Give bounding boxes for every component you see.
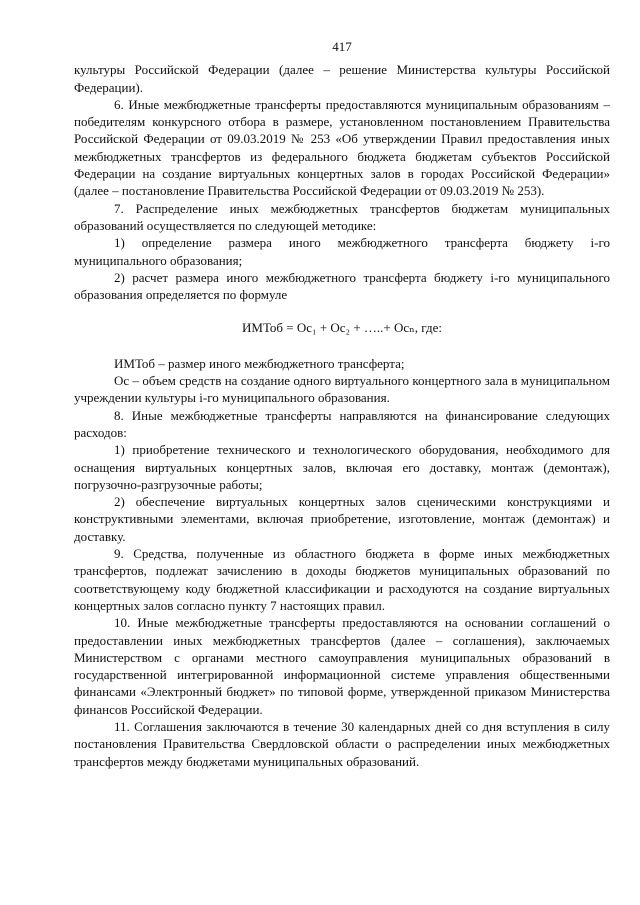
paragraph-item-7: 7. Распределение иных межбюджетных трансфертов бюджетам муниципальных образований осуществляется по следующей методике:: [74, 200, 610, 233]
paragraph-subitem-8-2: 2) обеспечение виртуальных концертных залов сценическими конструкциями и конструктивными элементами, включая приобретение, изготовление, монтаж (демонтаж) и доставку.: [74, 494, 610, 544]
document-page: [74, 38, 610, 770]
formula-definition-imtob: ИМТоб – размер иного межбюджетного трансферта;: [114, 355, 405, 371]
paragraph-item-11: 11. Соглашения заключаются в течение 30 календарных дней со дня вступления в силу постановления Правительства Свердловской области о распределении иных межбюджетных трансфертов между бюджетами муниципальных образований.: [74, 718, 610, 769]
page-number: 417: [332, 39, 352, 54]
paragraph-subitem-7-1: 1) определение размера иного межбюджетного трансферта бюджету i-го муниципального образования;: [74, 235, 610, 268]
paragraph-subitem-7-2: 2) расчет размера иного межбюджетного трансферта бюджету i-го муниципального образования определяется по формуле: [74, 269, 610, 303]
paragraph-item-6: 6. Иные межбюджетные трансферты предоставляются муниципальным образованиям – победителям конкурсного отбора в размере, установленном постановлением Правительства Российской Федерации от 09.03.2019 № 253 «Об утверждении Правил предоставления иных межбюджетных трансфертов из федерального бюджета бюджетам субъектов Российской Федерации на создание виртуальных концертных залов в городах Российской Федерации» (далее – постановление Правительства Российской Федерации от 09.03.2019 № 253).: [74, 96, 610, 199]
paragraph-item-8: 8. Иные межбюджетные трансферты направляются на финансирование следующих расходов:: [74, 407, 610, 440]
formula-definition-os: Ос – объем средств на создание одного виртуального концертного зала в муниципальном учреждении культуры i-го муниципального образования.: [74, 373, 610, 406]
paragraph-continuation: культуры Российской Федерации (далее – решение Министерства культуры Российской Федерации).: [74, 62, 610, 95]
formula: ИМТоб = Ос₁ + Ос₂ + …..+ Осₙ, где:: [242, 320, 442, 336]
paragraph-item-10: 10. Иные межбюджетные трансферты предоставляются на основании соглашений о предоставлении иных межбюджетных трансфертов (далее – соглашения), заключаемых Министерством с органами местного самоуправления муниципальных образований в государственной интегрированной информационной системе управления общественными финансами «Электронный бюджет» по типовой форме, утвержденной приказом Министерства финансов Российской Федерации.: [74, 615, 610, 717]
paragraph-item-9: 9. Средства, полученные из областного бюджета в форме иных межбюджетных трансфертов, подлежат зачислению в доходы бюджетов муниципальных образований по соответствующему коду бюджетной классификации и расходуются на создание виртуальных концертных залов согласно пункту 7 настоящих правил.: [74, 546, 610, 613]
paragraph-subitem-8-1: 1) приобретение технического и технологического оборудования, необходимого для оснащения виртуальных концертных залов, включая его доставку, монтаж (демонтаж), погрузочно-разгрузочные работы;: [74, 442, 610, 492]
